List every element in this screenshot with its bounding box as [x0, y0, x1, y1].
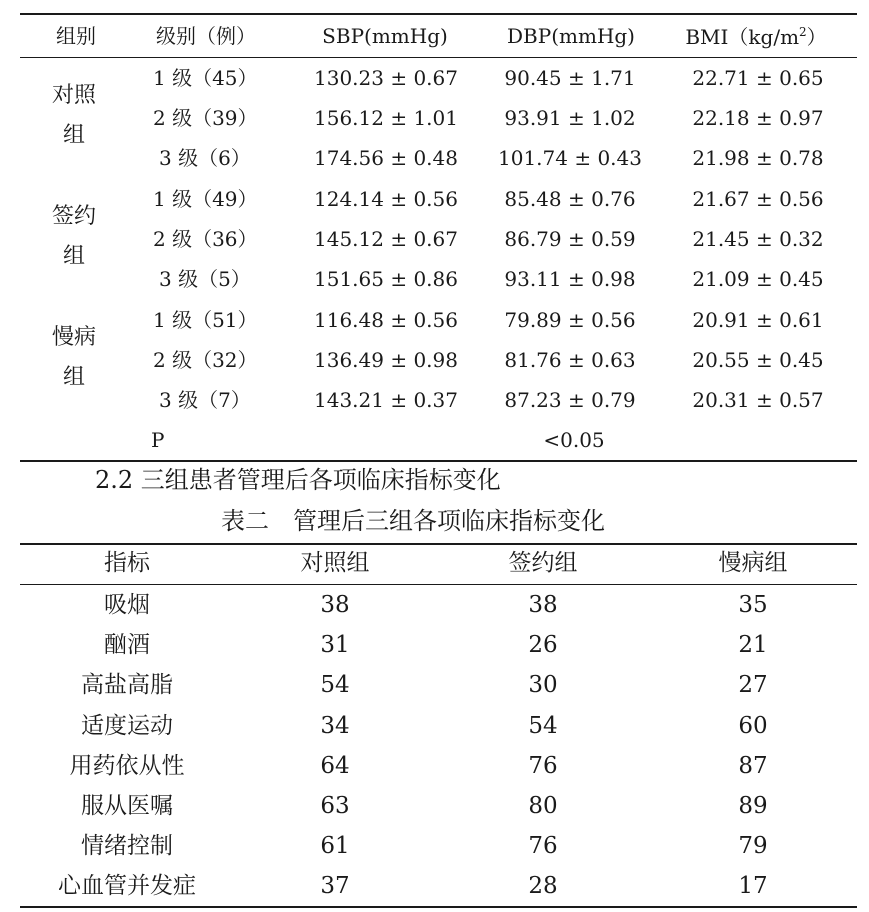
table2-cell-chronic: 35 [738, 592, 768, 618]
table1-top-rule [20, 13, 857, 15]
table2-cell-signed: 80 [528, 793, 558, 819]
table1-cell-bmi: 22.18 ± 0.97 [692, 106, 824, 130]
table1-cell-sbp: 136.49 ± 0.98 [314, 348, 458, 372]
table1-bottom-rule [20, 460, 857, 462]
table1-header-dbp: DBP(mmHg) [507, 24, 635, 48]
table2-cell-chronic: 21 [738, 632, 768, 658]
table1-cell-sbp: 174.56 ± 0.48 [314, 146, 458, 170]
table2-cell-indicator: 心血管并发症 [58, 873, 196, 899]
table1-cell-grade: 3 级（5） [159, 267, 251, 291]
table1-cell-bmi: 21.98 ± 0.78 [692, 146, 824, 170]
table1-cell-bmi: 21.09 ± 0.45 [692, 267, 824, 291]
table1-cell-sbp: 116.48 ± 0.56 [314, 308, 458, 332]
table1-cell-grade: 1 级（51） [153, 308, 258, 332]
table1-cell-bmi: 20.55 ± 0.45 [692, 348, 824, 372]
table2-header-signed: 签约组 [508, 550, 578, 576]
table1-cell-sbp: 151.65 ± 0.86 [314, 267, 458, 291]
table2-cell-indicator: 吸烟 [104, 592, 150, 618]
p-value: <0.05 [543, 428, 605, 452]
table2-cell-control: 63 [320, 793, 350, 819]
table1-cell-dbp: 93.91 ± 1.02 [504, 106, 636, 130]
table2-cell-control: 34 [320, 713, 350, 739]
table2-cell-control: 37 [320, 873, 350, 899]
table2-cell-indicator: 适度运动 [81, 713, 173, 739]
table2-cell-indicator: 情绪控制 [81, 833, 173, 859]
table2-cell-control: 31 [320, 632, 350, 658]
group-label-signed: 签约 组 [51, 204, 96, 269]
table1-cell-sbp: 130.23 ± 0.67 [314, 66, 458, 90]
table2-cell-control: 64 [320, 753, 350, 779]
table2-cell-signed: 28 [528, 873, 558, 899]
table1-cell-sbp: 156.12 ± 1.01 [314, 106, 458, 130]
table1-header-rule [20, 57, 857, 58]
table1-cell-dbp: 79.89 ± 0.56 [504, 308, 636, 332]
table1-cell-dbp: 93.11 ± 0.98 [504, 267, 636, 291]
table1-cell-grade: 1 级（49） [153, 187, 258, 211]
table1-header-grade: 级别（例） [156, 24, 256, 48]
section-heading: 2.2 三组患者管理后各项临床指标变化 [95, 466, 501, 494]
group-label-chronic: 慢病 组 [51, 325, 96, 390]
table1-header-group: 组别 [56, 24, 96, 48]
table2-cell-signed: 76 [528, 753, 558, 779]
table1-cell-bmi: 20.31 ± 0.57 [692, 388, 824, 412]
table2-cell-control: 54 [320, 672, 350, 698]
table1-cell-dbp: 90.45 ± 1.71 [504, 66, 636, 90]
table1-cell-sbp: 124.14 ± 0.56 [314, 187, 458, 211]
table1-cell-bmi: 22.71 ± 0.65 [692, 66, 824, 90]
table1-cell-dbp: 101.74 ± 0.43 [498, 146, 642, 170]
table2-cell-indicator: 服从医嘱 [81, 793, 173, 819]
table2-header-control: 对照组 [300, 550, 370, 576]
table2-bottom-rule [20, 906, 857, 908]
table2-cell-signed: 30 [528, 672, 558, 698]
table2-header-rule [20, 584, 857, 585]
table1-cell-grade: 3 级（6） [159, 146, 251, 170]
table2-cell-signed: 38 [528, 592, 558, 618]
table2-cell-indicator: 用药依从性 [69, 753, 185, 779]
table1-cell-dbp: 87.23 ± 0.79 [504, 388, 636, 412]
table1-cell-bmi: 21.67 ± 0.56 [692, 187, 824, 211]
table2-cell-chronic: 60 [738, 713, 768, 739]
table2-cell-control: 38 [320, 592, 350, 618]
group-label-control: 对照 组 [51, 83, 96, 148]
p-label: P [151, 428, 165, 452]
table2-cell-indicator: 高盐高脂 [81, 672, 173, 698]
table1-cell-dbp: 86.79 ± 0.59 [504, 227, 636, 251]
table2-caption: 表二 管理后三组各项临床指标变化 [221, 507, 605, 535]
table1-cell-dbp: 85.48 ± 0.76 [504, 187, 636, 211]
table2-cell-indicator: 酗酒 [104, 632, 150, 658]
table2-header-chronic: 慢病组 [718, 550, 788, 576]
table1-header-sbp: SBP(mmHg) [322, 24, 448, 48]
table2-cell-chronic: 87 [738, 753, 768, 779]
table1-cell-grade: 2 级（39） [153, 106, 258, 130]
table2-cell-chronic: 79 [738, 833, 768, 859]
table1-header-bmi: $BMI(kg/m^2)$ [685, 25, 827, 49]
table1-cell-grade: 2 级（32） [153, 348, 258, 372]
table1-cell-bmi: 21.45 ± 0.32 [692, 227, 824, 251]
table1-cell-grade: 2 级（36） [153, 227, 258, 251]
table2-header-indicator: 指标 [104, 550, 150, 576]
table2-cell-chronic: 17 [738, 873, 768, 899]
table2-top-rule [20, 543, 857, 545]
table2-cell-signed: 54 [528, 713, 558, 739]
table1-cell-grade: 3 级（7） [159, 388, 251, 412]
table1-cell-sbp: 145.12 ± 0.67 [314, 227, 458, 251]
table2-cell-signed: 26 [528, 632, 558, 658]
table1-cell-bmi: 20.91 ± 0.61 [692, 308, 824, 332]
table2-cell-chronic: 27 [738, 672, 768, 698]
table2-cell-signed: 76 [528, 833, 558, 859]
table1-cell-sbp: 143.21 ± 0.37 [314, 388, 458, 412]
table1-cell-dbp: 81.76 ± 0.63 [504, 348, 636, 372]
table1-cell-grade: 1 级（45） [153, 66, 258, 90]
table2-cell-control: 61 [320, 833, 350, 859]
table2-cell-chronic: 89 [738, 793, 768, 819]
